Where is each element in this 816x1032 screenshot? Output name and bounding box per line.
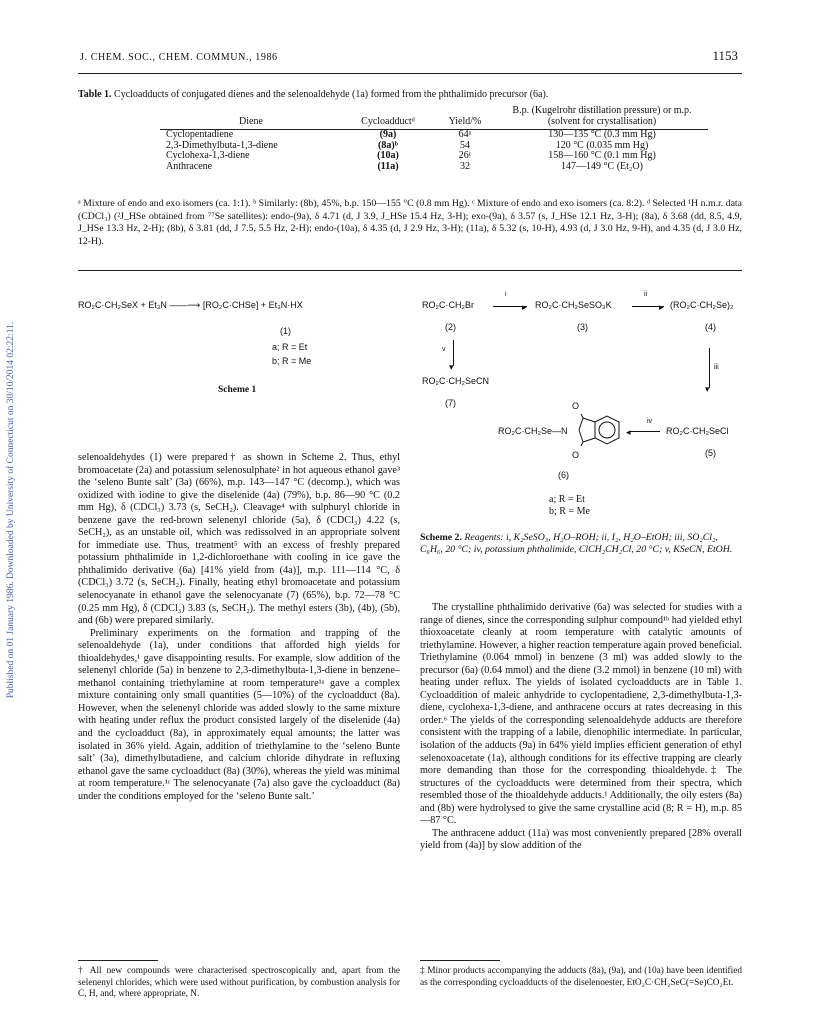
header-bp: B.p. (Kugelrohr distillation pressure) or m.p. (solvent for crystallisation) bbox=[512, 105, 692, 127]
cell-yield: 32 bbox=[460, 160, 470, 172]
compound-6-number: (6) bbox=[558, 470, 569, 480]
scheme1-variant-b: b; R = Me bbox=[272, 356, 312, 366]
download-watermark bbox=[2, 160, 20, 860]
scheme1-equation: RO₂C·CH₂SeX + Et₃N ——⟶ [RO₂C·CHSe] + Et₃N·HX bbox=[78, 300, 303, 310]
watermark-text: Published on 01 January 1986. Downloaded by University of Connecticut on 30/10/2014 02:22:11. bbox=[6, 321, 16, 699]
cell-yield: 26ᶜ bbox=[458, 150, 472, 161]
journal-header: J. CHEM. SOC., CHEM. COMMUN., 1986 bbox=[80, 52, 278, 63]
paragraph: Preliminary experiments on the formation and trapping of the selenoaldehyde (1a), under conditions that afforded high yields for thioaldehydes,¹ gave disappointing results. For example, slow addition of the selenenyl chloride (5a) in benzene to 2,3-dimethylbuta-1,3-diene in benzene–methanol containing triethylamine at room temperature¹ᵃ gave a complex mixture containing only small quantities (5—10%) of the cycloadduct (8a). However, when the selenenyl chloride was added slowly to the same mixture with heating under reflux the product consisted largely of the diselenide (4a) and the cycloadduct (8a), in approximately equal amounts; the latter was isolated in 36% yield. Again, addition of triethylamine to the ‘seleno Bunte salt’ (3a), dimethylbutadiene, and calcium chloride dihydrate in refluxing ethanol gave the same cycloadduct (8a) (30%), whereas the yield was minimal at room temperature.¹ᶜ The selenocyanate (7a) also gave the cycloadduct (8a) under the conditions employed for the ‘seleno Bunte salt.’ bbox=[78, 627, 400, 802]
table-caption-text: Cycloadducts of conjugated dienes and the selenoaldehyde (1a) formed from the phthalimido precursor (6a). bbox=[114, 89, 549, 100]
cell-adduct: (9a) bbox=[379, 129, 397, 140]
cycloadduct-table bbox=[160, 106, 708, 172]
right-column bbox=[420, 602, 742, 853]
cell-bp: 120 °C (0.035 mm Hg) bbox=[555, 139, 649, 151]
compound-6: RO₂C·CH₂Se—N bbox=[498, 426, 568, 436]
table-footnote: ᵃ Mixture of endo and exo isomers (ca. 1:1). ᵇ Similarly: (8b), 45%, b.p. 150—155 °C (0.8 mm Hg). ᶜ Mixture of endo and exo isomers (ca. 8:2). ᵈ Selected ¹H n.m.r. data (CDCl₃) (²J_HSe obtained from ⁷⁷Se satellites): endo-(9a), δ 4.71 (d, J 3.9, J_HSe 15.4 Hz, 3-H); exo-(9a), δ 3.57 (s, J_HSe 12.1 Hz, 3-H); (8a), δ 3.68 (dd, 8.5, 4.9, J_HSe 13.3 Hz, 2-H); (8b), δ 3.81 (dd, J 7.5, 5.5 Hz, 2-H); endo-(10a), δ 4.35 (d, J 2.9 Hz, 3-H); (11a), δ 5.32 (s, 10-H), 4.93 (d, J 3.0 Hz, 9-H), and 4.35 (d, J 3.0 Hz, 12-H). bbox=[78, 198, 742, 247]
scheme2-caption-text: Reagents: i, K₂SeSO₃, H₂O–ROH; ii, I₂, H₂O–EtOH; iii, SO₂Cl₂, C₆H₆, 20 °C; iv, potassium phthalimide, ClCH₂CH₂Cl, 20 °C; v, KSeCN, EtOH. bbox=[420, 532, 733, 555]
paragraph: The anthracene adduct (11a) was most conveniently prepared [28% overall yield from (4a)] by slow addition of the bbox=[420, 827, 742, 852]
cell-diene: Cyclohexa-1,3-diene bbox=[166, 150, 250, 161]
footnote-rule-left bbox=[78, 960, 158, 961]
compound-4: (RO₂C·CH₂Se)₂ bbox=[670, 300, 734, 310]
compound-3-number: (3) bbox=[577, 322, 588, 332]
scheme2-variant-a: a; R = Et bbox=[549, 494, 585, 505]
cell-adduct: (8a)ᵇ bbox=[378, 139, 398, 151]
compound-3: RO₂C·CH₂SeSO₃K bbox=[535, 300, 612, 310]
cell-diene: Anthracene bbox=[166, 160, 213, 172]
header-rule bbox=[78, 73, 742, 74]
cell-yield: 64ᵃ bbox=[458, 129, 472, 140]
page-number: 1153 bbox=[712, 48, 738, 63]
scheme2-label: Scheme 2. bbox=[420, 532, 462, 543]
table-label: Table 1. bbox=[78, 89, 112, 100]
compound-2: RO₂C·CH₂Br bbox=[422, 300, 474, 310]
arrow-iii-label: iii bbox=[714, 364, 719, 371]
cell-adduct: (11a) bbox=[377, 160, 399, 172]
scheme2-caption bbox=[420, 532, 742, 556]
arrow-ii-label: ii bbox=[644, 291, 648, 298]
table-caption bbox=[78, 89, 738, 100]
header-diene: Diene bbox=[239, 115, 263, 127]
section-rule bbox=[78, 270, 742, 271]
compound-2-number: (2) bbox=[445, 322, 456, 332]
cell-bp: 158—160 °C (0.1 mm Hg) bbox=[548, 150, 656, 161]
cell-yield: 54 bbox=[460, 139, 470, 151]
table-row bbox=[160, 162, 708, 173]
cell-diene: Cyclopentadiene bbox=[166, 129, 234, 140]
paragraph: The crystalline phthalimido derivative (6a) was selected for studies with a range of dienes, since the corresponding sulphur compound¹ᵇ had yielded ethyl thioxoacetate cleanly at room temperature with catalytic amounts of triethylamine. However, a higher reaction temperature again proved beneficial. Triethylamine (0.064 mmol) in benzene (3 ml) was added slowly to the precursor (6a) (0.64 mmol) and the diene (3.2 mmol) in benzene (10 ml) with heating under reflux. The yields of isolated cycloadducts are in Table 1. Cycloaddition of maleic anhydride to cyclopentadiene, 2,3-dimethylbuta-1,3-diene, cyclohexa-1,3-diene, and anthracene occurs at rates decreasing in this order.⁶ The yields of the corresponding selenoaldehyde adducts are therefore consistent with the trapping of a labile, dienophilic intermediate. In particular, isolation of the adducts (9a) in 64% yield implies efficient generation of ethyl selenoxoacetate (1a), although conditions for its effective trapping are clearly more demanding than those for the corresponding thioaldehyde.‡ The structures of the cycloadducts were determined from their spectra, which resembled those of the thioaldehyde adducts.¹ Additionally, the oily esters (8a) and (8b) were hydrolysed to give the same crystalline acid (8; R = H), m.p. 85—87 °C. bbox=[420, 602, 742, 827]
header-cycloadduct: Cycloadductᵈ bbox=[361, 115, 415, 127]
arrow-v-head: ▾ bbox=[449, 362, 454, 372]
arrow-v-label: v bbox=[442, 346, 446, 353]
scheme1-variant-a: a; R = Et bbox=[272, 342, 308, 352]
scheme2-variant-b: b; R = Me bbox=[549, 506, 590, 517]
footnote-right: ‡ Minor products accompanying the adducts (8a), (9a), and (10a) have been identified as the corresponding cycloadducts of the diselenoester, EtO₂C·CH₂SeC(=Se)CO₂Et. bbox=[420, 966, 742, 988]
compound-7-number: (7) bbox=[445, 398, 456, 408]
cell-bp: 130—135 °C (0.3 mm Hg) bbox=[548, 129, 656, 140]
compound-4-number: (4) bbox=[705, 322, 716, 332]
cell-bp: 147—149 °C (Et₂O) bbox=[561, 160, 643, 172]
cell-adduct: (10a) bbox=[377, 150, 399, 161]
footnote-rule-right bbox=[420, 960, 500, 961]
arrow-iv bbox=[630, 431, 660, 432]
table-header-row bbox=[160, 106, 708, 127]
compound-7: RO₂C·CH₂SeCN bbox=[422, 376, 489, 386]
phthalimide-ring-icon bbox=[576, 414, 628, 446]
scheme1-label: Scheme 1 bbox=[218, 385, 257, 395]
header-yield: Yield/% bbox=[448, 115, 482, 127]
table-row bbox=[160, 151, 708, 162]
scheme1-compound: (1) bbox=[280, 326, 291, 336]
table-row bbox=[160, 130, 708, 141]
compound-5: RO₂C·CH₂SeCl bbox=[666, 426, 729, 436]
arrow-iii bbox=[709, 348, 710, 388]
footnote-left: † All new compounds were characterised spectroscopically and, apart from the selenenyl chlorides, which were used without purification, by combustion analysis for C, H, and, where appropriate, N. bbox=[78, 966, 400, 999]
arrow-iv-head: ◂ bbox=[626, 427, 631, 437]
carbonyl-top: O bbox=[572, 401, 580, 411]
arrow-i-label: i bbox=[505, 291, 507, 298]
compound-5-number: (5) bbox=[705, 448, 716, 458]
cell-diene: 2,3-Dimethylbuta-1,3-diene bbox=[166, 139, 278, 151]
carbonyl-bottom: O bbox=[572, 450, 580, 460]
arrow-ii-head: ▸ bbox=[659, 302, 664, 312]
arrow-i-head: ▸ bbox=[522, 302, 527, 312]
arrow-iv-label: iv bbox=[647, 418, 653, 425]
left-column bbox=[78, 452, 400, 803]
paragraph: selenoaldehydes (1) were prepared† as shown in Scheme 2. Thus, ethyl bromoacetate (2a) and potassium selenosulphate² in hot aqueous ethanol gave³ the ‘seleno Bunte salt’ (3a) (66%), m.p. 143—147 °C (decomp.), which was oxidized with iodine to give the diselenide (4a) (79%), b.p. 86—90 °C (0.2 mm Hg), δ (CDCl₃) 3.73 (s, SeCH₂). Cleavage⁴ with sulphuryl chloride in benzene gave the red-brown selenenyl chloride (5a), δ (CDCl₃) 4.22 (s, SeCH₂), as an unstable oil, which was redissolved in an appropriate solvent for immediate use. Thus, treatment⁵ with an excess of freshly prepared potassium phthalimide in 1,2-dichloroethane with cooling in ice gave the phthalimido derivative (6a) [41% yield from (4a)], m.p. 111—114 °C, δ (CDCl₃) 3.72 (s, SeCH₂). Finally, heating ethyl bromoacetate and potassium selenocyanate in ethanol gave the selenocyanate (7) (65%), b.p. 72—78 °C (0.25 mm Hg), δ (CDCl₃) 3.83 (s, SeCH₂). The methyl esters (3b), (4b), (5b), and (6b) were prepared similarly. bbox=[78, 452, 400, 627]
arrow-iii-head: ▾ bbox=[705, 384, 710, 394]
